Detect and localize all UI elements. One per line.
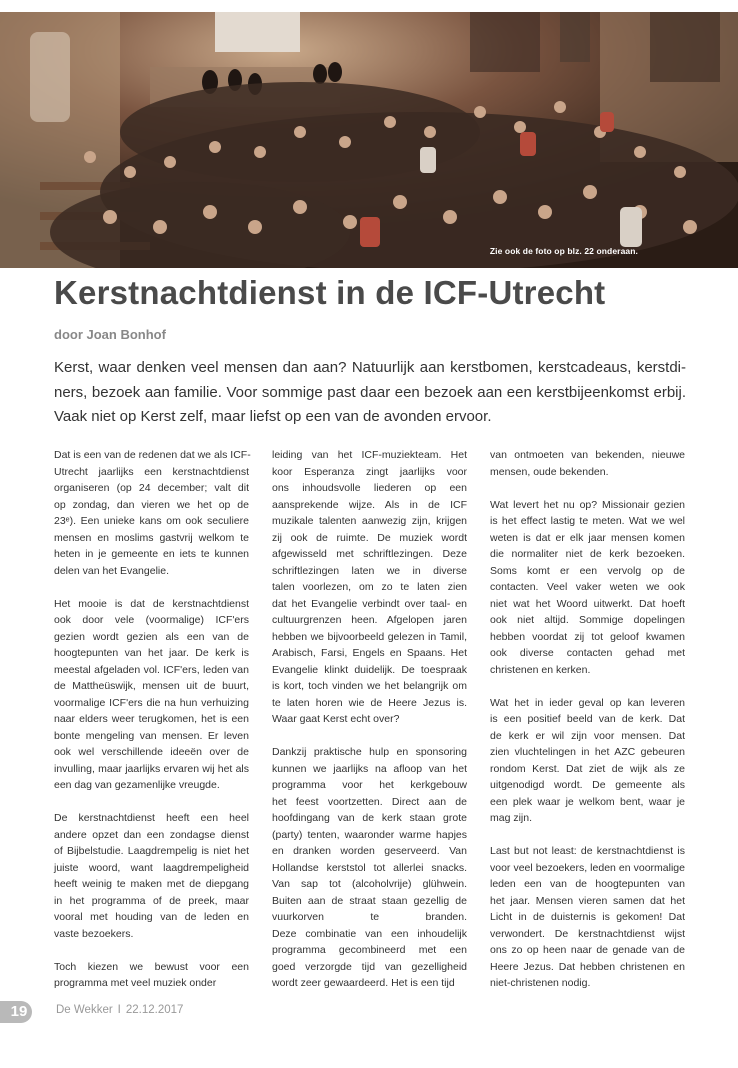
body-text-line: naar elders weer terugkomen, het is een <box>54 713 249 725</box>
body-text-line: vaste bezoekers. <box>54 927 134 940</box>
body-text-line: vuurkorven te branden. <box>272 911 467 923</box>
body-text-line: bonte mengeling van mensen. Er leven <box>54 729 249 742</box>
body-text-line: 23ᵉ). Een unieke kans om ook seculiere <box>54 515 249 527</box>
body-text-line: de Mattheüswijk, mensen uit de buurt, <box>54 680 249 692</box>
body-text-line: de kerk er wil zijn voor mensen. Dat <box>490 729 685 742</box>
article-title: Kerstnachtdienst in de ICF-Utrecht <box>54 274 606 311</box>
body-column-2 <box>272 447 467 992</box>
body-text-line: Heere Jezus. Dat hebben christenen en <box>490 960 685 973</box>
article-lead <box>54 356 686 430</box>
lead-line: Vaak niet op Kerst zelf, maar liefst op een van de avonden ervoor. <box>54 408 492 425</box>
body-text-line: Van sap tot (alcoholvrije) glühwein. <box>272 878 467 890</box>
body-text-line: in het programma of de preek, maar <box>54 894 249 907</box>
body-text-line: een plek waar je welkom bent, waar je <box>490 795 685 808</box>
paragraph-gap <box>490 480 685 497</box>
body-text-line: Licht in de duisternis is gekomen! Dat <box>490 911 685 923</box>
body-text-line: koor Esperanza zingt jaarlijks voor <box>272 465 467 478</box>
body-text-line: juiste woord, want laagdrempeligheid <box>54 861 249 874</box>
body-text-line: is kort, toch vinden we het belangrijk om <box>272 680 467 692</box>
body-text-line: ook wel verschillende ideeën over de <box>54 746 249 758</box>
body-text-line: vooral met houding van de leden en <box>54 911 249 923</box>
body-text-line: uitgenodigd wordt. De gemeente als <box>490 779 685 791</box>
body-text-line: christenen en kerken. <box>490 663 591 676</box>
body-text-line: Buiten aan de straat staan gezellig de <box>272 894 467 907</box>
issue-date: 22.12.2017 <box>125 1004 184 1016</box>
body-text-line: mag zijn. <box>490 812 533 824</box>
lead-line: ners, bezoek aan familie. Voor sommige past daar een bezoek aan een kerstbijeenkomst erbij. <box>54 383 686 401</box>
body-text-line: cultuurgrenzen heen. Afgelopen jaren <box>272 614 467 626</box>
body-text-line: goed verzorgde tijd van gezelligheid <box>272 960 467 973</box>
page-number-badge: 19 <box>0 1001 32 1023</box>
body-text-line: het jaar. Mensen vieren samen dat het <box>490 894 685 907</box>
body-text-line: kunnen we jaarlijks na afloop van het <box>272 762 467 775</box>
body-text-line: voormalige ICF'ers die na hun verhuizing <box>54 696 249 709</box>
body-text-line: De kerstnachtdienst heeft een heel <box>54 812 249 824</box>
body-text-line: heeft weinig te maken met de diepgang <box>54 878 249 890</box>
body-text-line: Dankzij praktische hulp en sponsoring <box>272 746 467 758</box>
body-text-line: niet wat het Woord uitwerkt. Dat hoeft <box>490 597 685 610</box>
body-text-line: organiseren (op 24 december; valt dit <box>54 482 249 494</box>
body-text-line: gezien wordt gezien als een van de <box>54 630 249 643</box>
body-text-line: Wat levert het nu op? Missionair gezien <box>490 498 685 511</box>
body-text-line: ook door vele (voormalige) ICF'ers <box>54 614 249 626</box>
footer <box>56 1004 183 1016</box>
body-text-line: programma voor het kerkgebouw <box>272 779 467 791</box>
body-text-line: talen voorlezen, om zo te laten zien <box>272 581 467 593</box>
body-text-line: muzikale talenten aanwezig zijn, krijgen <box>272 515 467 527</box>
body-text-line: dat het Evangelie verbindt over taal- en <box>272 597 467 610</box>
body-text-line: Wat het in ieder geval op kan leveren <box>490 696 685 709</box>
body-text-line: hoofdingang van de kerk staan grote <box>272 812 467 824</box>
footer-separator: I <box>117 1004 121 1016</box>
body-text-line: Dat is een van de redenen dat we als ICF- <box>54 449 251 461</box>
body-text-line: leden een van de hoogtepunten van <box>490 878 685 890</box>
paragraph-gap <box>272 728 467 745</box>
body-text-line: schriftlezingen laten we in diverse <box>272 564 467 577</box>
body-text-line: Evangelie klinkt duidelijk. De toespraak <box>272 663 467 676</box>
body-text-line: mensen en moslims gastvrij welkom te <box>54 531 249 544</box>
body-text-line: niet-christenen nodig. <box>490 977 591 989</box>
body-text-line: te laten horen wie de Heere Jezus is. <box>272 696 467 709</box>
body-text-line: zij ook de ruimte. De muziek wordt <box>272 531 467 544</box>
body-text-line: voor veel bezoekers, leden en voormalige <box>490 861 685 874</box>
body-text-line: invulling, maar jaarlijks ervaren wij het als <box>54 762 249 775</box>
body-text-line: ons zo op heen naar de genade van de <box>490 944 685 956</box>
paragraph-gap <box>490 827 685 844</box>
body-text-line: is het effect lastig te meten. Wat we wel <box>490 515 685 527</box>
body-text-line: op zondag, dan vieren we het op de <box>54 498 249 511</box>
article-byline: door Joan Bonhof <box>54 327 166 342</box>
body-text-line: leiding van het ICF-muziekteam. Het <box>272 449 467 461</box>
body-text-line: ook niet altijd. Sommige dopelingen <box>490 614 685 626</box>
body-text-line: en dranken worden geserveerd. Van <box>272 845 467 857</box>
body-text-line: Deze combinatie van een inhoudelijk <box>272 927 467 940</box>
body-text-line: mensen, oude bekenden. <box>490 465 609 478</box>
lead-line: Kerst, waar denken veel mensen dan aan? Natuurlijk aan kerstbomen, kerstcadeaus, kerstdi- <box>54 359 686 376</box>
church-crowd-image <box>0 12 738 268</box>
paragraph-gap <box>54 794 249 811</box>
body-text-line: van ontmoeten van bekenden, nieuwe <box>490 449 685 461</box>
body-text-line: Toch kiezen we bewust voor een <box>54 960 249 973</box>
body-text-line: Waar gaat Kerst echt over? <box>272 713 400 725</box>
article-photo <box>0 12 738 268</box>
body-text-line: hoogtepunten van het jaar. De kerk is <box>54 647 249 659</box>
body-text-line: (party) tenten, waaronder warme hapjes <box>272 828 467 841</box>
body-text-line: afgewisseld met schriftlezingen. Deze <box>272 548 467 560</box>
paragraph-gap <box>54 942 249 959</box>
body-text-line: ons inhoudsvolle liederen op een <box>272 482 467 494</box>
body-text-line: verwondert. De kerstnachtdienst wijst <box>490 927 685 940</box>
body-text-line: meestal afgeladen vol. ICF'ers, leden van <box>54 663 249 676</box>
body-text-line: of Bijbelstudie. Laagdrempelig is niet het <box>54 845 249 857</box>
body-text-line: delen van het Evangelie. <box>54 564 170 577</box>
body-text-line: ook diverse contacten gehad met <box>490 647 685 659</box>
body-text-line: andere opzet dan een zondagse dienst <box>54 828 249 841</box>
paragraph-gap <box>54 579 249 596</box>
body-text-line: een dag van gezamenlijke vreugde. <box>54 779 220 791</box>
body-text-line: Het mooie is dat de kerstnachtdienst <box>54 597 249 610</box>
body-text-line: programma gecombineerd met een <box>272 944 467 956</box>
body-text-line: weten is dat er elk jaar mensen komen <box>490 531 685 544</box>
body-column-3 <box>490 447 685 992</box>
body-text-line: hebben we bijvoorbeeld gelezen in Tamil, <box>272 630 467 643</box>
body-text-line: hebben voordat zij tot geloof kwamen <box>490 630 685 643</box>
body-text-line: rondom Kerst. Dat ziet de wijk als ze <box>490 762 685 775</box>
body-column-1 <box>54 447 249 992</box>
body-text-line: die normaliter niet de kerk bezoeken. <box>490 548 685 560</box>
photo-caption: Zie ook de foto op blz. 22 onderaan. <box>489 246 638 256</box>
body-text-line: het feest voortzetten. Direct aan de <box>272 795 467 808</box>
body-text-line: heten in je gemeente en iets te kunnen <box>54 548 249 560</box>
body-text-line: zien vluchtelingen in het AZC gebeuren <box>490 746 685 758</box>
body-text-line: Utrecht jaarlijks een kerstnachtdienst <box>54 465 249 478</box>
body-text-line: wordt zeer gewaardeerd. Het is een tijd <box>272 977 455 989</box>
body-text-line: is een positief beeld van de kerk. Dat <box>490 713 685 725</box>
body-text-line: Soms komt er een vervolg op de <box>490 564 685 577</box>
body-text-line: Arabisch, Farsi, Engels en Spaans. Het <box>272 647 467 659</box>
publication-name: De Wekker <box>56 1004 113 1016</box>
body-text-line: Last but not least: de kerstnachtdienst is <box>490 845 685 857</box>
body-text-line: Hollandse kerststol tot allerlei snacks. <box>272 861 467 874</box>
body-text-line: programma met veel muziek onder <box>54 977 217 989</box>
paragraph-gap <box>490 678 685 695</box>
body-text-line: aansprekende wijze. Als in de ICF <box>272 498 467 511</box>
body-text-line: contacten. Veel vaker weten we ook <box>490 581 685 593</box>
